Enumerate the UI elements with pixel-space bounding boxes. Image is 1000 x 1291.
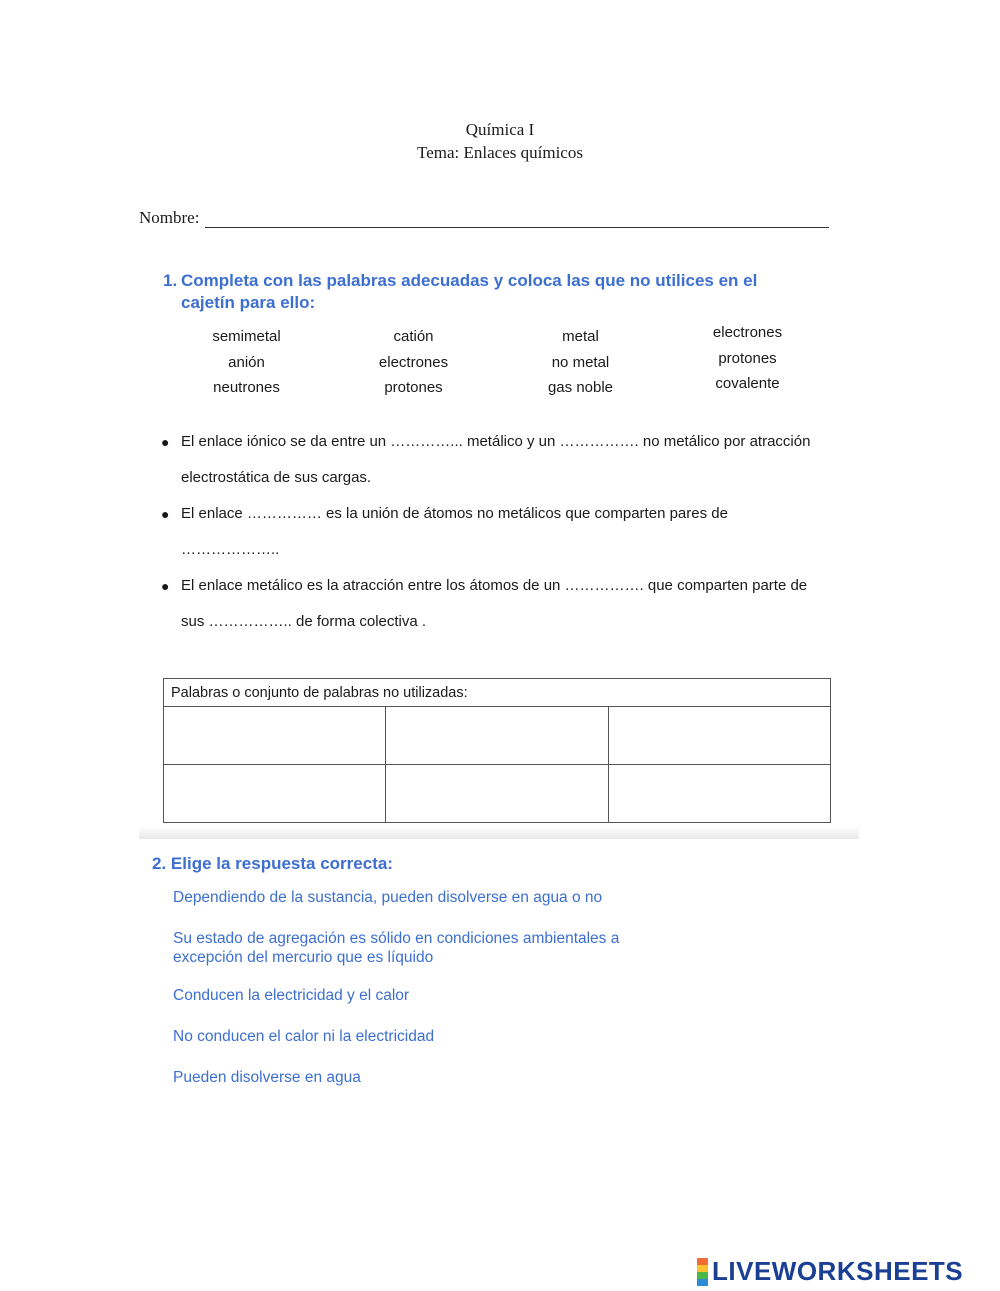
word-bank-word: gas noble xyxy=(547,379,614,396)
sentence-covalent xyxy=(160,496,832,568)
bullet-icon: ● xyxy=(161,578,170,594)
logo-block xyxy=(697,1258,708,1265)
word-bank-column-1 xyxy=(163,324,330,401)
word-bank-word: no metal xyxy=(551,353,610,371)
answer-option[interactable] xyxy=(173,986,409,1005)
name-line[interactable] xyxy=(205,213,829,228)
liveworksheets-logo-icon xyxy=(697,1258,708,1286)
unused-word-cell[interactable] xyxy=(608,707,830,765)
answer-option[interactable] xyxy=(173,1027,434,1046)
sentence-line: El enlace metálico es la atracción entre los átomos de un ……………. que comparten parte de xyxy=(181,577,808,594)
logo-block xyxy=(697,1265,708,1272)
word-bank-word: semimetal xyxy=(212,328,281,345)
word-bank-word: metal xyxy=(562,328,599,345)
answer-option[interactable] xyxy=(173,888,602,907)
unused-word-cell[interactable] xyxy=(386,765,608,823)
answer-option-text: Dependiendo de la sustancia, pueden disolverse en agua o no xyxy=(173,889,603,906)
unused-words-header: Palabras o conjunto de palabras no utilizadas: xyxy=(164,679,831,707)
course-title: Química I xyxy=(465,120,535,139)
question1-number: 1. xyxy=(163,271,178,290)
answer-option-text: No conducen el calor ni la electricidad xyxy=(173,1028,435,1045)
sentence-metallic xyxy=(160,568,832,640)
word-bank-column-3 xyxy=(497,324,664,401)
unused-word-cell[interactable] xyxy=(164,707,386,765)
word-bank-word: electrones xyxy=(378,353,449,371)
topic-title: Tema: Enlaces químicos xyxy=(417,143,583,162)
name-field xyxy=(139,208,829,228)
question2-number: 2. xyxy=(152,854,167,873)
sentence-line: sus …………….. de forma colectiva . xyxy=(181,613,427,630)
sentence-line: El enlace iónico se da entre un …………... metálico y un ……………. no metálico por atracción xyxy=(181,433,811,450)
worksheet-header xyxy=(0,118,1000,164)
sentence-ionic xyxy=(160,424,832,496)
unused-word-cell[interactable] xyxy=(386,707,608,765)
word-bank-word: catión xyxy=(393,328,434,345)
word-bank-word: protones xyxy=(384,379,443,396)
unused-word-cell[interactable] xyxy=(164,765,386,823)
answer-option-text: Pueden disolverse en agua xyxy=(173,1069,361,1086)
word-bank-word: covalente xyxy=(715,375,780,392)
word-bank-column-4 xyxy=(664,320,831,397)
sentence-line: ……………….. xyxy=(181,541,280,558)
word-bank-word: protones xyxy=(718,349,777,367)
bullet-icon: ● xyxy=(161,506,170,522)
name-label: Nombre: xyxy=(139,208,200,227)
question2-title-text: Elige la respuesta correcta: xyxy=(170,854,393,873)
question1-title-line2: cajetín para ello: xyxy=(181,293,316,312)
answer-option-text: Conducen la electricidad y el calor xyxy=(173,987,410,1004)
bullet-icon: ● xyxy=(161,434,170,450)
word-bank-word: anión xyxy=(228,353,265,371)
fill-in-sentences xyxy=(160,424,832,640)
answer-option[interactable] xyxy=(173,1068,361,1087)
logo-block xyxy=(697,1272,708,1279)
word-bank-word: neutrones xyxy=(213,379,280,396)
liveworksheets-brand xyxy=(697,1256,963,1287)
unused-word-cell[interactable] xyxy=(608,765,830,823)
sentence-line: electrostática de sus cargas. xyxy=(181,469,372,486)
word-bank-word: electrones xyxy=(712,324,783,341)
question1-title xyxy=(163,270,823,314)
answer-option-text: Su estado de agregación es sólido en condiciones ambientales a xyxy=(173,930,620,947)
question2-title xyxy=(152,853,393,875)
answer-option[interactable] xyxy=(173,929,619,967)
logo-block xyxy=(697,1279,708,1286)
scan-edge-shadow xyxy=(139,826,859,839)
word-bank-column-2 xyxy=(330,324,497,401)
brand-name: LIVEWORKSHEETS xyxy=(712,1256,964,1286)
answer-option-text: excepción del mercurio que es líquido xyxy=(173,949,434,966)
question1-title-line1: Completa con las palabras adecuadas y coloca las que no utilices en el xyxy=(181,271,758,290)
sentence-line: El enlace …………… es la unión de átomos no metálicos que comparten pares de xyxy=(181,505,728,522)
unused-words-table xyxy=(163,678,831,823)
